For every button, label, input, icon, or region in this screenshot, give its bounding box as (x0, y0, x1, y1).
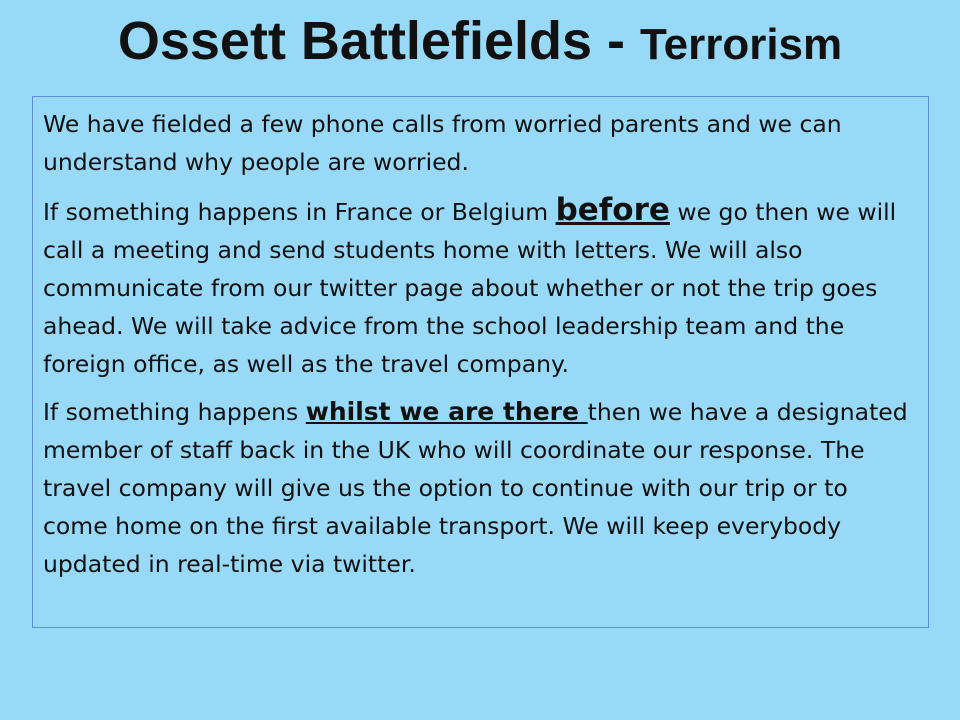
paragraph-during-trip-intro: If something happens (43, 398, 306, 426)
paragraph-before-trip (43, 191, 918, 383)
emphasis-before: before (555, 192, 670, 228)
title-subtitle: Terrorism (639, 20, 843, 69)
title-main: Ossett Battlefields - (117, 11, 640, 71)
paragraph-during-trip-body: then we have a designated member of staff back in the UK who will coordinate our response. The travel company will give us the option to continue with our trip or to come home on the first available transport. We will keep everybody updated in real-time via twitter. (43, 398, 908, 578)
paragraph-before-trip-intro: If something happens in France or Belgium (43, 198, 556, 226)
paragraph-before-trip-body: we go then we will call a meeting and send students home with letters. We will also communicate from our twitter page about whether or not the trip goes ahead. We will take advice from the school leadership team and the foreign office, as well as the travel company. (43, 198, 897, 378)
slide-title (0, 11, 960, 71)
emphasis-whilst-there: whilst we are there (305, 397, 588, 426)
content-text-box (32, 96, 929, 628)
paragraph-during-trip (43, 393, 918, 583)
paragraph-worried-parents: We have fielded a few phone calls from worried parents and we can understand why people are worried. (43, 110, 842, 176)
